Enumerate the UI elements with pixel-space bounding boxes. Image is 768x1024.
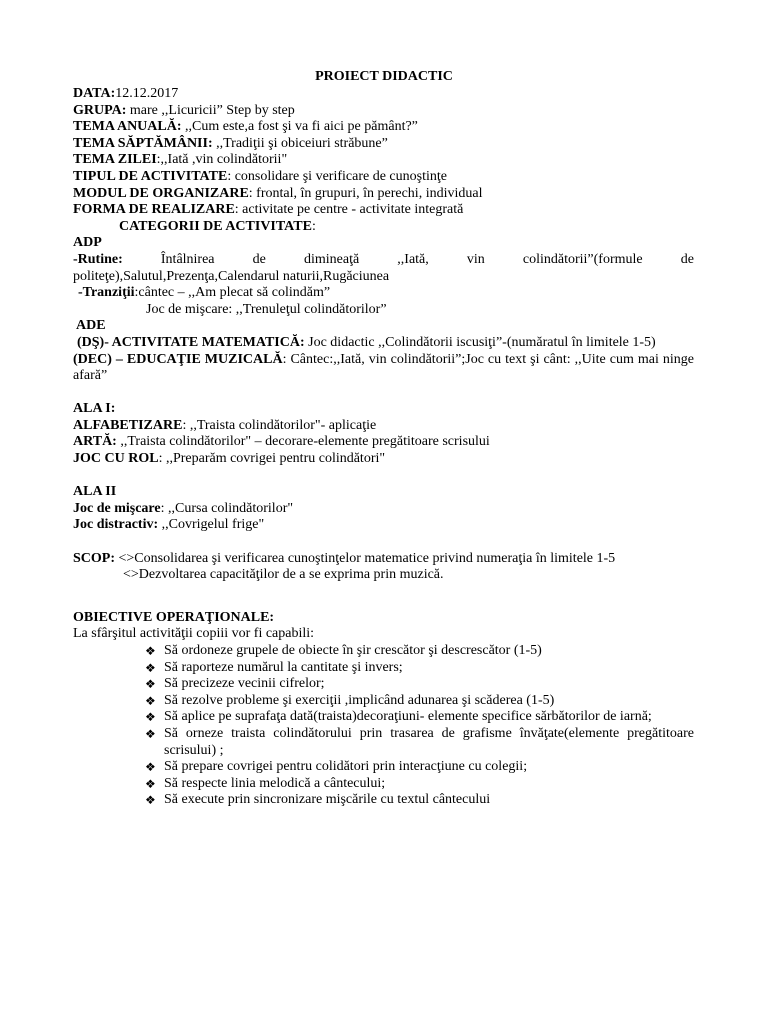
diamond-bullet-icon: ❖: [145, 677, 156, 692]
tema-anuala-value: ,,Cum este,a fost şi va fi aici pe pământ?”: [181, 119, 418, 135]
ala1-item-value: : ,,Traista colindătorilor"- aplicaţie: [182, 417, 377, 433]
scop-line-2: <>Dezvoltarea capacităţilor de a se exprima prin muzică.: [123, 567, 444, 583]
scop-line-1: [73, 551, 694, 568]
dec-value: : Cântec:,,Iată, vin colindătorii”;Joc cu text şi cânt: ,,Uite cum mai ninge afară”: [73, 351, 694, 384]
categorii-heading: [73, 219, 694, 236]
rutine-word: dimineaţă: [303, 251, 360, 267]
rutine-word: de: [252, 251, 266, 267]
rutine-word: Întâlnirea: [160, 251, 215, 267]
rutine-line: [73, 252, 694, 269]
list-item-text: Să execute prin sincronizare mişcările cu textul cântecului: [164, 792, 491, 808]
ala1-item: [73, 434, 694, 451]
ala1-item-value: ,,Traista colindătorilor" – decorare-elemente pregătitoare scrisului: [116, 434, 490, 450]
rutine-label: -Rutine:: [73, 251, 123, 267]
list-item: [145, 759, 694, 776]
document-title: PROIECT DIDACTIC: [315, 69, 453, 84]
list-item-text: Să ordoneze grupele de obiecte în şir crescător şi descrescător (1-5): [164, 643, 542, 658]
scop-label: SCOP:: [73, 550, 115, 566]
modul-organizare-label: MODUL DE ORGANIZARE: [73, 185, 249, 201]
categorii-colon: :: [311, 218, 316, 234]
tema-saptamanii-value: ,,Tradiţii şi obiceiuri străbune”: [212, 135, 388, 151]
ala1-item-label: JOC CU ROL: [73, 451, 159, 467]
tranzitii-value: :cântec – ,,Am plecat să colindăm”: [134, 285, 331, 301]
list-item-text: Să orneze traista colindătorului prin trasarea de grafisme învăţate(elemente pregătitoare scrisului) ;: [164, 725, 694, 758]
rutine-word: vin: [466, 251, 485, 267]
list-item-text: Să respecte linia melodică a cântecului;: [164, 775, 386, 791]
diamond-bullet-icon: ❖: [145, 710, 156, 725]
diamond-bullet-icon: ❖: [145, 726, 156, 741]
ala2-item: [73, 517, 694, 534]
data-line: [73, 86, 694, 103]
adp-heading: [73, 235, 694, 252]
diamond-bullet-icon: ❖: [145, 693, 156, 708]
ala2-heading: [73, 484, 694, 501]
rutine-word: de: [680, 251, 694, 267]
data-value: 12.12.2017: [115, 86, 179, 101]
ala1-item-label: ALFABETIZARE: [73, 417, 183, 433]
tipul-activitate-line: [73, 169, 694, 186]
tema-saptamanii-line: [73, 136, 694, 153]
ala2-item: [73, 501, 694, 518]
ala2-heading-text: ALA II: [73, 484, 117, 500]
ds-label: (DŞ)- ACTIVITATE MATEMATICĂ:: [77, 334, 305, 350]
tema-zilei-label: TEMA ZILEI: [73, 152, 157, 168]
ds-value: Joc didactic ,,Colindătorii iscusiţi”-(număratul în limitele 1-5): [304, 334, 656, 350]
tema-anuala-line: [73, 119, 694, 136]
list-item-text: Să prepare covrigei pentru colidători prin interacţiune cu colegii;: [164, 759, 528, 775]
forma-realizare-label: FORMA DE REALIZARE: [73, 202, 235, 218]
diamond-bullet-icon: ❖: [145, 644, 156, 658]
grupa-value: mare ,,Licuricii” Step by step: [126, 102, 295, 118]
list-item-text: Să precizeze vecinii cifrelor;: [164, 676, 325, 692]
tranzitii-label: -Tranziţii: [78, 285, 135, 301]
ala1-heading: [73, 401, 694, 418]
tema-anuala-label: TEMA ANUALĂ:: [73, 119, 182, 135]
ala1-item-value: : ,,Preparăm covrigei pentru colindători": [158, 451, 386, 467]
tema-zilei-line: [73, 152, 694, 169]
scop-text-1: <>Consolidarea şi verificarea cunoştinţelor matematice privind numeraţia în limitele 1-5: [115, 550, 616, 566]
obiective-list: [73, 643, 694, 809]
obiective-heading: [73, 610, 694, 627]
tema-zilei-value: :,,Iată ,vin colindătorii": [156, 152, 288, 168]
ds-line: [73, 335, 694, 352]
ala1-item: [73, 418, 694, 435]
list-item-text: Să rezolve probleme şi exerciţii ,implicând adunarea şi scăderea (1-5): [164, 692, 555, 708]
diamond-bullet-icon: ❖: [145, 760, 156, 775]
list-item: [145, 660, 694, 677]
tranzitii-line: [73, 285, 694, 302]
ade-heading-text: ADE: [76, 318, 106, 334]
joc-miscare-adp: Joc de mişcare: ,,Trenuleţul colindătorilor”: [146, 301, 387, 317]
forma-realizare-value: : activitate pe centre - activitate integrată: [234, 202, 464, 218]
diamond-bullet-icon: ❖: [145, 776, 156, 791]
rutine-word: ,,Iată,: [397, 251, 429, 267]
ala1-item: [73, 451, 694, 468]
obiective-intro: La sfârşitul activităţii copiii vor fi capabili:: [73, 626, 315, 642]
list-item: [145, 792, 694, 809]
categorii-label: CATEGORII DE ACTIVITATE: [119, 218, 312, 234]
rutine-word: colindătorii”(formule: [522, 251, 643, 267]
forma-realizare-line: [73, 202, 694, 219]
modul-organizare-line: [73, 186, 694, 203]
ala2-item-value: ,,Covrigelul frige": [158, 517, 265, 533]
list-item: [145, 643, 694, 660]
modul-organizare-value: : frontal, în grupuri, în perechi, individual: [248, 185, 483, 201]
document-body: [73, 86, 694, 809]
diamond-bullet-icon: ❖: [145, 660, 156, 675]
diamond-bullet-icon: ❖: [145, 793, 156, 808]
list-item: [145, 693, 694, 710]
ade-heading: [73, 318, 694, 335]
tipul-activitate-value: : consolidare şi verificare de cunoştinţe: [227, 168, 447, 184]
grupa-label: GRUPA:: [73, 102, 127, 118]
tipul-activitate-label: TIPUL DE ACTIVITATE: [73, 168, 228, 184]
list-item: [145, 676, 694, 693]
obiective-heading-text: OBIECTIVE OPERAŢIONALE:: [73, 609, 275, 625]
rutine-line-2: politeţe),Salutul,Prezenţa,Calendarul naturii,Rugăciunea: [73, 268, 390, 284]
list-item-text: Să aplice pe suprafaţa dată(traista)decoraţiuni- elemente specifice sărbătorilor de iarnă;: [164, 709, 652, 725]
tema-saptamanii-label: TEMA SĂPTĂMÂNII:: [73, 135, 213, 151]
list-item-text: Să raporteze numărul la cantitate şi invers;: [164, 659, 403, 675]
list-item: [145, 709, 694, 726]
ala1-item-label: ARTĂ:: [73, 434, 117, 450]
ala2-item-value: : ,,Cursa colindătorilor": [160, 500, 294, 516]
ala2-item-label: Joc distractiv:: [73, 517, 159, 533]
dec-label: (DEC) – EDUCAŢIE MUZICALĂ: [73, 351, 283, 367]
grupa-line: [73, 103, 694, 120]
ala1-heading-text: ALA I:: [73, 401, 116, 417]
list-item: [145, 726, 694, 759]
dec-line: [73, 352, 694, 385]
adp-heading-text: ADP: [73, 235, 102, 251]
list-item: [145, 776, 694, 793]
data-label: DATA:: [73, 86, 116, 101]
ala2-item-label: Joc de mişcare: [73, 500, 161, 516]
